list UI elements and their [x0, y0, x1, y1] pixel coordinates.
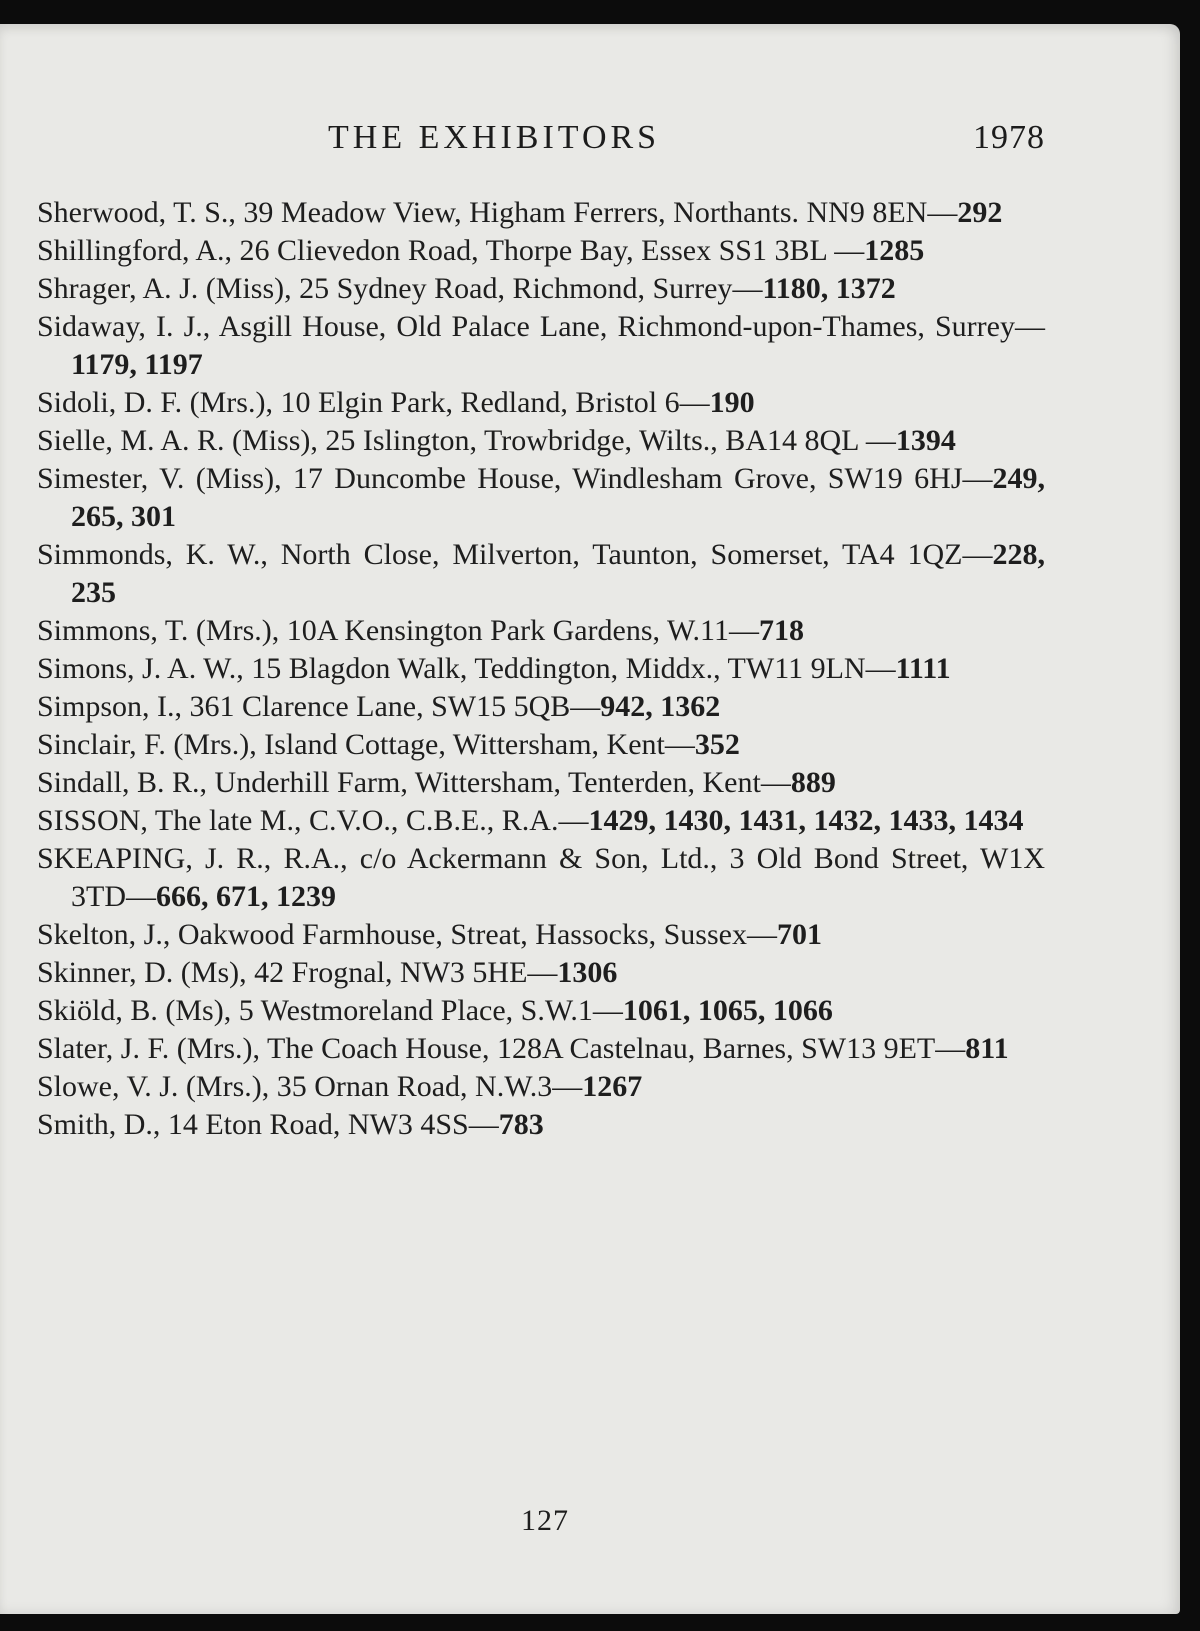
exhibit-numbers: 1180, 1372 [762, 272, 896, 305]
exhibitor-entry [37, 422, 1045, 460]
exhibitor-address: Underhill Farm, Wittersham, Tenterden, Kent [207, 766, 761, 799]
exhibit-numbers: 352 [694, 728, 740, 761]
exhibitor-entry [37, 726, 1045, 764]
exhibitor-address: The Coach House, 128A Castelnau, Barnes, SW13 9ET [260, 1032, 936, 1065]
exhibit-numbers: 1179, 1197 [71, 348, 203, 381]
exhibitor-name: Shrager, A. J. (Miss), [37, 272, 292, 305]
exhibitor-entry [37, 764, 1045, 802]
exhibitor-entry [37, 612, 1045, 650]
exhibitor-entry [37, 232, 1045, 270]
book-page [0, 24, 1180, 1614]
exhibitor-entry [37, 1106, 1045, 1144]
exhibitor-name: Smith, D., [37, 1108, 161, 1141]
exhibitor-name: Sidoli, D. F. (Mrs.), [37, 386, 273, 419]
exhibit-numbers: 190 [709, 386, 755, 419]
exhibitor-address: 26 Clievedon Road, Thorpe Bay, Essex SS1 3BL [232, 234, 835, 267]
exhibitor-name: Shillingford, A., [37, 234, 233, 267]
exhibitor-name: Skiöld, B. (Ms), [37, 994, 232, 1027]
exhibitor-address: 10 Elgin Park, Redland, Bristol 6 [272, 386, 680, 419]
entry-separator: — [746, 918, 777, 951]
exhibitor-name: SKEAPING, J. R., [37, 842, 272, 875]
exhibitor-name: Simpson, I., [37, 690, 183, 723]
exhibitor-name: Simmonds, K. W., [37, 538, 268, 571]
exhibitor-entry [37, 460, 1045, 536]
exhibit-numbers: 666, 671, 1239 [156, 880, 336, 913]
exhibitor-entry [37, 1030, 1045, 1068]
exhibitor-entry [37, 536, 1045, 612]
entry-separator: — [962, 538, 993, 571]
entry-separator: — [552, 1070, 583, 1103]
page-title: THE EXHIBITORS [328, 119, 661, 156]
entry-separator: — [935, 1032, 966, 1065]
page-number: 127 [521, 1504, 569, 1537]
exhibitor-name: Sinclair, F. (Mrs.), [37, 728, 257, 761]
exhibitor-address: Asgill House, Old Palace Lane, Richmond-upon-Thames, Surrey [210, 310, 1015, 343]
exhibit-numbers: 783 [498, 1108, 544, 1141]
exhibit-numbers: 1267 [582, 1070, 643, 1103]
entry-separator: — [927, 196, 958, 229]
exhibit-numbers: 718 [758, 614, 804, 647]
exhibitor-entry [37, 650, 1045, 688]
exhibit-numbers: 292 [957, 196, 1003, 229]
exhibitor-entry [37, 688, 1045, 726]
exhibitor-name: Skelton, J., [37, 918, 171, 951]
exhibitor-entry [37, 308, 1045, 384]
exhibit-numbers: 228, 235 [71, 538, 1045, 609]
exhibitor-address: 17 Duncombe House, Windlesham Grove, SW19 6HJ [281, 462, 963, 495]
entry-separator: — [126, 880, 156, 913]
exhibitor-name: Sielle, M. A. R. (Miss), [37, 424, 318, 457]
entry-separator: — [679, 386, 710, 419]
exhibit-numbers: 1306 [557, 956, 618, 989]
exhibit-numbers: 1285 [864, 234, 925, 267]
entry-separator: — [558, 804, 589, 837]
exhibitor-address: North Close, Milverton, Taunton, Somerset, TA4 1QZ [267, 538, 963, 571]
exhibit-numbers: 249, 265, 301 [71, 462, 1045, 533]
exhibitor-entry [37, 802, 1045, 840]
entry-separator: — [962, 462, 993, 495]
exhibitor-entry [37, 194, 1045, 232]
entry-separator: — [527, 956, 558, 989]
exhibitor-address: 10A Kensington Park Gardens, W.11 [279, 614, 729, 647]
exhibitor-entry [37, 954, 1045, 992]
exhibitor-entry [37, 1068, 1045, 1106]
exhibitor-name: Simons, J. A. W., [37, 652, 244, 685]
exhibitor-address: 25 Sydney Road, Richmond, Surrey [291, 272, 733, 305]
entry-separator: — [834, 234, 865, 267]
exhibitor-address: 39 Meadow View, Higham Ferrers, Northants. NN9 8EN [235, 196, 928, 229]
exhibitor-address: 35 Ornan Road, N.W.3 [269, 1070, 553, 1103]
exhibitor-entry [37, 916, 1045, 954]
exhibitor-entry [37, 992, 1045, 1030]
exhibitor-name: Sindall, B. R., [37, 766, 208, 799]
exhibitor-address: R.A., c/o Ackermann & Son, Ltd., 3 Old Bond Street, W1X 3TD [71, 842, 1046, 913]
exhibitor-name: Sidaway, I. J., [37, 310, 211, 343]
exhibitor-address: 361 Clarence Lane, SW15 5QB [182, 690, 571, 723]
entry-separator: — [664, 728, 695, 761]
entry-separator: — [570, 690, 601, 723]
exhibitor-name: Simester, V. (Miss), [37, 462, 282, 495]
exhibitor-address: 5 Westmoreland Place, S.W.1 [231, 994, 593, 1027]
exhibit-numbers: 701 [776, 918, 822, 951]
exhibitor-address: C.V.O., C.B.E., R.A. [301, 804, 559, 837]
entry-separator: — [865, 652, 896, 685]
exhibitor-name: Slowe, V. J. (Mrs.), [37, 1070, 270, 1103]
exhibitor-name: Simmons, T. (Mrs.), [37, 614, 280, 647]
entry-separator: — [468, 1108, 499, 1141]
entry-separator: — [760, 766, 791, 799]
exhibitor-address: 42 Frognal, NW3 5HE [246, 956, 528, 989]
page-header [0, 119, 1180, 169]
exhibitor-list [37, 194, 1045, 1144]
exhibit-numbers: 1061, 1065, 1066 [622, 994, 833, 1027]
exhibitor-address: 15 Blagdon Walk, Teddington, Middx., TW11 9LN [243, 652, 866, 685]
entry-separator: — [1014, 310, 1045, 343]
exhibitor-name: Skinner, D. (Ms), [37, 956, 247, 989]
exhibitor-entry [37, 384, 1045, 422]
exhibitor-name: SISSON, The late M., [37, 804, 302, 837]
exhibitor-address: Oakwood Farmhouse, Streat, Hassocks, Sussex [170, 918, 747, 951]
exhibit-numbers: 1111 [895, 652, 951, 685]
entry-separator: — [728, 614, 759, 647]
exhibitor-name: Sherwood, T. S., [37, 196, 236, 229]
entry-separator: — [732, 272, 763, 305]
exhibitor-entry [37, 270, 1045, 308]
exhibit-numbers: 889 [790, 766, 836, 799]
exhibit-numbers: 1429, 1430, 1431, 1432, 1433, 1434 [588, 804, 1024, 837]
exhibitor-address: Island Cottage, Wittersham, Kent [256, 728, 665, 761]
exhibitor-entry [37, 840, 1045, 916]
entry-separator: — [865, 424, 896, 457]
page-year: 1978 [973, 119, 1045, 156]
exhibit-numbers: 942, 1362 [600, 690, 721, 723]
exhibitor-address: 14 Eton Road, NW3 4SS [160, 1108, 469, 1141]
exhibitor-name: Slater, J. F. (Mrs.), [37, 1032, 261, 1065]
entry-separator: — [592, 994, 623, 1027]
exhibit-numbers: 1394 [895, 424, 956, 457]
exhibit-numbers: 811 [965, 1032, 1009, 1065]
exhibitor-address: 25 Islington, Trowbridge, Wilts., BA14 8QL [317, 424, 866, 457]
